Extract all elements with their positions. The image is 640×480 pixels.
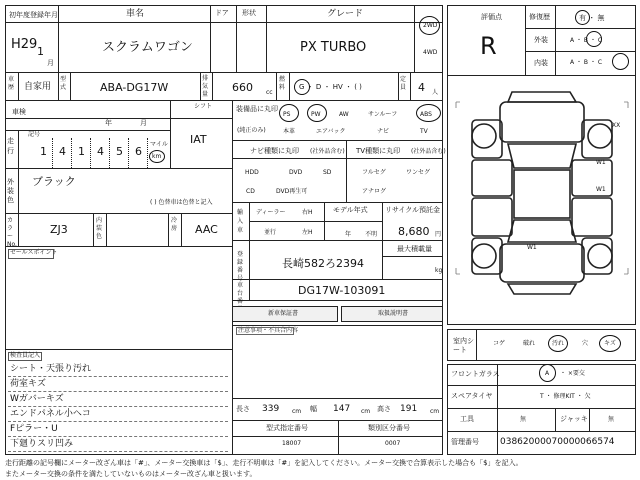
width-label: 幅 xyxy=(310,405,317,413)
divider xyxy=(5,349,232,350)
interior-color-label: 内装色 xyxy=(96,217,103,240)
fuel-label: 燃料 xyxy=(279,76,286,91)
inspector-note: エンドパネル小ヘコ xyxy=(10,409,91,419)
inspection-month: 月 xyxy=(140,119,147,127)
jack-value: 無 xyxy=(608,416,615,423)
interior-sheet-option: 穴 xyxy=(582,340,589,347)
shift-value: IAT xyxy=(190,133,207,146)
height-label: 高さ xyxy=(377,405,391,413)
wheel-fl xyxy=(472,124,496,148)
fuel-options: G ・ D ・ HV ・ ( ) xyxy=(299,83,362,91)
model-year-unit: 年 xyxy=(345,231,352,238)
divider xyxy=(232,140,443,141)
equipment-circle-mark xyxy=(307,104,327,122)
navi-item: SD xyxy=(323,169,332,176)
tools-value: 無 xyxy=(520,416,527,423)
wheel-fr xyxy=(588,124,612,148)
navi-item: HDD xyxy=(245,169,259,176)
divider xyxy=(18,130,19,168)
inspector-note: Fピラー・U xyxy=(10,424,58,434)
length-unit: cm xyxy=(292,408,302,415)
equipment-item: ABS xyxy=(420,111,432,118)
rear-window xyxy=(508,220,576,242)
exterior-options: A ・ B ・ C xyxy=(570,37,603,44)
shape-label: 形状 xyxy=(242,9,256,17)
inspector-note: 下廻りスリ凹み xyxy=(10,439,74,449)
repair-label: 修復歴 xyxy=(529,13,550,21)
jack-label: ジャッキ xyxy=(560,415,588,423)
import-right: 右H xyxy=(302,209,313,216)
aircon-label: 冷房 xyxy=(171,217,178,232)
mileage-mile: マイル xyxy=(150,141,168,148)
divider xyxy=(232,300,443,301)
capacity-label: 定員 xyxy=(400,76,407,91)
mileage-label: 走行 xyxy=(7,137,14,155)
divider xyxy=(525,51,636,52)
mileage-digit: 4 xyxy=(59,145,66,158)
recycle-label: リサイクル預託金 xyxy=(385,206,441,214)
divider xyxy=(232,158,443,159)
color-value: ブラック xyxy=(32,175,76,188)
rear-right-quarter xyxy=(582,238,612,274)
divider xyxy=(266,5,267,72)
divider xyxy=(5,246,232,247)
divider xyxy=(525,5,526,75)
import-dealer: ディーラー xyxy=(256,209,286,216)
corner-bracket xyxy=(456,102,628,108)
score-label: 評価点 xyxy=(481,13,502,21)
divider xyxy=(338,420,339,455)
max-load-unit: kg xyxy=(435,267,443,274)
recycle-value: 8,680 xyxy=(398,225,430,238)
tv-item: ワンセグ xyxy=(406,169,431,176)
divider xyxy=(398,72,399,100)
front-glass-options: ・ ×要交 xyxy=(560,370,585,377)
divider xyxy=(8,421,228,422)
model-year-label: モデル年式 xyxy=(333,206,368,214)
divider xyxy=(210,5,211,72)
divider xyxy=(447,75,636,76)
aircon-value: AAC xyxy=(195,223,218,236)
spare-tire-options: T ・ 修理KIT ・ 欠 xyxy=(540,393,591,400)
import-parallel: 並行 xyxy=(264,229,277,236)
divider xyxy=(106,213,107,246)
equipment-item: PW xyxy=(311,111,321,118)
tv-item: アナログ xyxy=(362,188,387,195)
roof xyxy=(514,170,570,218)
height-value: 191 xyxy=(400,404,418,414)
tv-sub: (社外品含む) xyxy=(411,148,446,155)
rear-left-quarter xyxy=(472,238,502,274)
class-no-label: 類別区分番号 xyxy=(368,424,410,432)
divider xyxy=(8,406,228,407)
selling-points-tab xyxy=(8,249,54,259)
color-no-value: ZJ3 xyxy=(50,223,68,236)
divider xyxy=(5,22,443,23)
equipment-sub: (純正のみ) xyxy=(237,127,266,134)
mileage-digit: 4 xyxy=(97,145,104,158)
divider xyxy=(232,240,443,241)
grade-label: グレード xyxy=(327,9,364,19)
divider xyxy=(128,138,129,168)
divider xyxy=(70,72,71,100)
new-cert-label: 新車保証書 xyxy=(268,310,299,317)
management-label: 管理番号 xyxy=(451,438,479,446)
drive-4wd: 4WD xyxy=(423,49,438,56)
mileage-digit: 1 xyxy=(78,145,85,158)
divider xyxy=(212,72,213,100)
usage-value: 自家用 xyxy=(24,82,52,92)
divider xyxy=(249,221,382,222)
first-reg-month-unit: 月 xyxy=(47,59,54,67)
selling-points-label: セールスポイント xyxy=(10,249,58,256)
equipment-item: エアバック xyxy=(316,128,346,135)
front-glass-value: A xyxy=(545,370,550,377)
exterior-label: 外装 xyxy=(534,36,548,44)
notes-label: 注意事項・不具合内容 xyxy=(238,327,299,334)
chassis-label: 車台番 xyxy=(237,282,244,305)
footer-note-2: またメーター交換の条件を満たしていないものはメーター改ざん車と扱います。 xyxy=(5,470,257,478)
divider xyxy=(170,100,171,168)
inspector-label: 検査員記入 xyxy=(10,352,41,359)
divider xyxy=(168,213,169,246)
left-rear-door xyxy=(472,198,512,236)
registration-label: 登録番号 xyxy=(237,251,244,282)
shift-label: シフト xyxy=(194,103,213,110)
spare-tire-label: スペアタイヤ xyxy=(451,392,493,400)
tools-label: 工具 xyxy=(460,415,474,423)
divider xyxy=(476,329,477,361)
equipment-item: PS xyxy=(283,111,291,118)
drive-2wd: 2WD xyxy=(423,22,438,29)
inspection-label: 車検 xyxy=(12,108,26,116)
import-left: 左H xyxy=(302,229,313,236)
mileage-digit: 6 xyxy=(135,145,142,158)
length-value: 339 xyxy=(262,404,280,414)
displacement-value: 660 xyxy=(232,81,253,94)
divider xyxy=(447,385,636,386)
type-no-value: 18007 xyxy=(282,440,302,447)
first-reg-month: 1 xyxy=(37,45,44,58)
notes-tab xyxy=(236,327,294,335)
divider xyxy=(276,72,277,100)
divider xyxy=(5,213,232,214)
width-value: 147 xyxy=(333,404,351,414)
interior-sheet-option: キズ xyxy=(604,340,616,347)
equipment-item: AW xyxy=(339,111,349,118)
divider xyxy=(555,5,556,75)
divider xyxy=(5,100,443,101)
right-front-door xyxy=(572,160,612,196)
model-year-unknown: 不明 xyxy=(365,231,378,238)
first-reg-year: H29 xyxy=(11,37,38,52)
capacity-unit: 人 xyxy=(432,89,439,96)
divider xyxy=(289,72,290,100)
divider xyxy=(109,138,110,168)
inspector-note: シート・天張り汚れ xyxy=(10,364,92,374)
divider xyxy=(181,213,182,246)
footer-note-1: 走行距離の記号欄にメーター改ざん車は「#」、メーター交換車は「$」、走行不明車は「#」を記入してください。メーター交換で合算表示した場合も「$」を記入。 xyxy=(5,459,523,467)
color-note: ( ) 色替車は色替と記入 xyxy=(150,199,213,206)
rear-section xyxy=(500,244,584,282)
divider xyxy=(71,138,72,168)
navi-item: CD xyxy=(246,188,255,195)
diagram-mark-w1: W1 xyxy=(596,159,606,166)
mileage-digit: 5 xyxy=(116,145,123,158)
first-reg-label: 初年度登録年月 xyxy=(9,11,58,19)
model-name: スクラムワゴン xyxy=(102,40,193,55)
equipment-item: TV xyxy=(420,128,428,135)
divider xyxy=(589,408,590,431)
width-unit: cm xyxy=(361,408,371,415)
door-label: ドア xyxy=(215,9,229,17)
divider xyxy=(8,391,228,392)
divider xyxy=(232,279,443,280)
equipment-label: 装備品に丸印 xyxy=(236,105,278,113)
wheel-rl xyxy=(472,244,496,268)
inspector-note: Wガバーキズ xyxy=(10,394,64,404)
type-label: 型式 xyxy=(60,76,67,91)
import-label: 輸入車 xyxy=(237,209,244,234)
length-label: 長さ xyxy=(236,405,250,413)
tailgate xyxy=(508,284,576,294)
divider xyxy=(382,256,443,257)
equipment-circle-mark xyxy=(279,104,299,122)
divider xyxy=(410,72,411,100)
displacement-label: 排気量 xyxy=(202,75,209,98)
class-no-value: 0007 xyxy=(385,440,401,447)
mileage-digit: 1 xyxy=(40,145,47,158)
divider xyxy=(18,168,19,213)
divider xyxy=(414,5,415,72)
divider xyxy=(58,72,59,100)
left-front-door xyxy=(472,160,512,196)
score-value: R xyxy=(480,32,497,60)
navi-title: ナビ種類に丸印 xyxy=(250,147,299,155)
interior-sheet-option: コゲ xyxy=(493,340,506,347)
interior-label: 内装 xyxy=(534,59,548,67)
car-damage-diagram xyxy=(452,80,632,320)
divider xyxy=(447,431,636,432)
grade-value: PX TURBO xyxy=(300,40,367,55)
interior-options: A ・ B ・ C xyxy=(570,59,603,66)
divider xyxy=(8,376,228,377)
interior-sheet-option: 破れ xyxy=(523,340,536,347)
equipment-circle-mark xyxy=(416,104,441,122)
divider xyxy=(5,118,232,119)
capacity-value: 4 xyxy=(418,81,425,94)
model-name-label: 車名 xyxy=(126,9,145,19)
divider xyxy=(18,213,19,246)
windshield xyxy=(508,144,576,168)
manual-label: 取扱説明書 xyxy=(378,310,409,317)
tv-title: TV種類に丸印 xyxy=(356,147,401,155)
navi-sub: (社外品含む) xyxy=(310,148,345,155)
height-unit: cm xyxy=(430,408,440,415)
diagram-mark-w1: W1 xyxy=(527,244,537,251)
front-glass-label: フロントガラス xyxy=(451,370,500,378)
navi-item: DVD xyxy=(289,169,303,176)
wheel-rr xyxy=(588,244,612,268)
divider xyxy=(93,213,94,246)
equipment-item: ナビ xyxy=(377,128,390,135)
corner-bracket xyxy=(456,268,628,274)
interior-sheet-option: 汚れ xyxy=(552,340,565,347)
chassis-value: DG17W-103091 xyxy=(298,284,386,297)
repair-options: 有 ・ 無 xyxy=(579,14,605,22)
right-rear-door xyxy=(572,198,612,236)
front-section xyxy=(500,102,584,142)
divider xyxy=(346,140,347,202)
interior-sheet-label: 室内シート xyxy=(453,337,474,354)
mileage-symbol-label: 記号 xyxy=(28,131,41,138)
divider xyxy=(52,138,53,168)
divider xyxy=(5,168,232,169)
displacement-unit: cc xyxy=(266,89,273,96)
divider xyxy=(147,138,148,168)
inspection-year: 年 xyxy=(105,119,112,127)
divider xyxy=(18,72,19,100)
equipment-item: サンルーフ xyxy=(368,111,398,118)
divider xyxy=(58,5,59,72)
hood-outline xyxy=(508,92,576,102)
inspector-note: 荷室キズ xyxy=(10,379,46,389)
management-value: 03862000070000066574 xyxy=(500,437,615,447)
diagram-mark-w1: W1 xyxy=(596,186,606,193)
equipment-item: 本革 xyxy=(283,128,296,135)
divider xyxy=(232,100,233,455)
divider xyxy=(200,72,201,100)
divider xyxy=(236,5,237,72)
recycle-unit: 円 xyxy=(435,231,442,238)
registration-value: 長崎582ろ2394 xyxy=(282,257,364,270)
type-no-label: 型式指定番号 xyxy=(266,424,308,432)
divider xyxy=(8,451,228,452)
divider xyxy=(525,28,636,29)
max-load-label: 最大積載量 xyxy=(397,245,432,253)
divider xyxy=(90,138,91,168)
divider xyxy=(447,408,636,409)
navi-item: DVD再生可 xyxy=(276,188,308,195)
divider xyxy=(249,240,250,300)
divider xyxy=(232,325,443,326)
divider xyxy=(232,202,443,203)
color-label: 外装色 xyxy=(7,178,14,204)
tv-item: フルセグ xyxy=(362,169,386,176)
divider xyxy=(232,398,443,399)
divider xyxy=(8,436,228,437)
type-value: ABA-DG17W xyxy=(100,81,169,94)
interior-circle-mark xyxy=(612,53,629,70)
divider xyxy=(555,408,556,431)
diagram-mark-xx: XX xyxy=(612,122,621,129)
mileage-km: km xyxy=(152,153,162,160)
usage-label: 車歴 xyxy=(8,76,15,91)
color-no-label: カラーNo. xyxy=(7,217,17,248)
